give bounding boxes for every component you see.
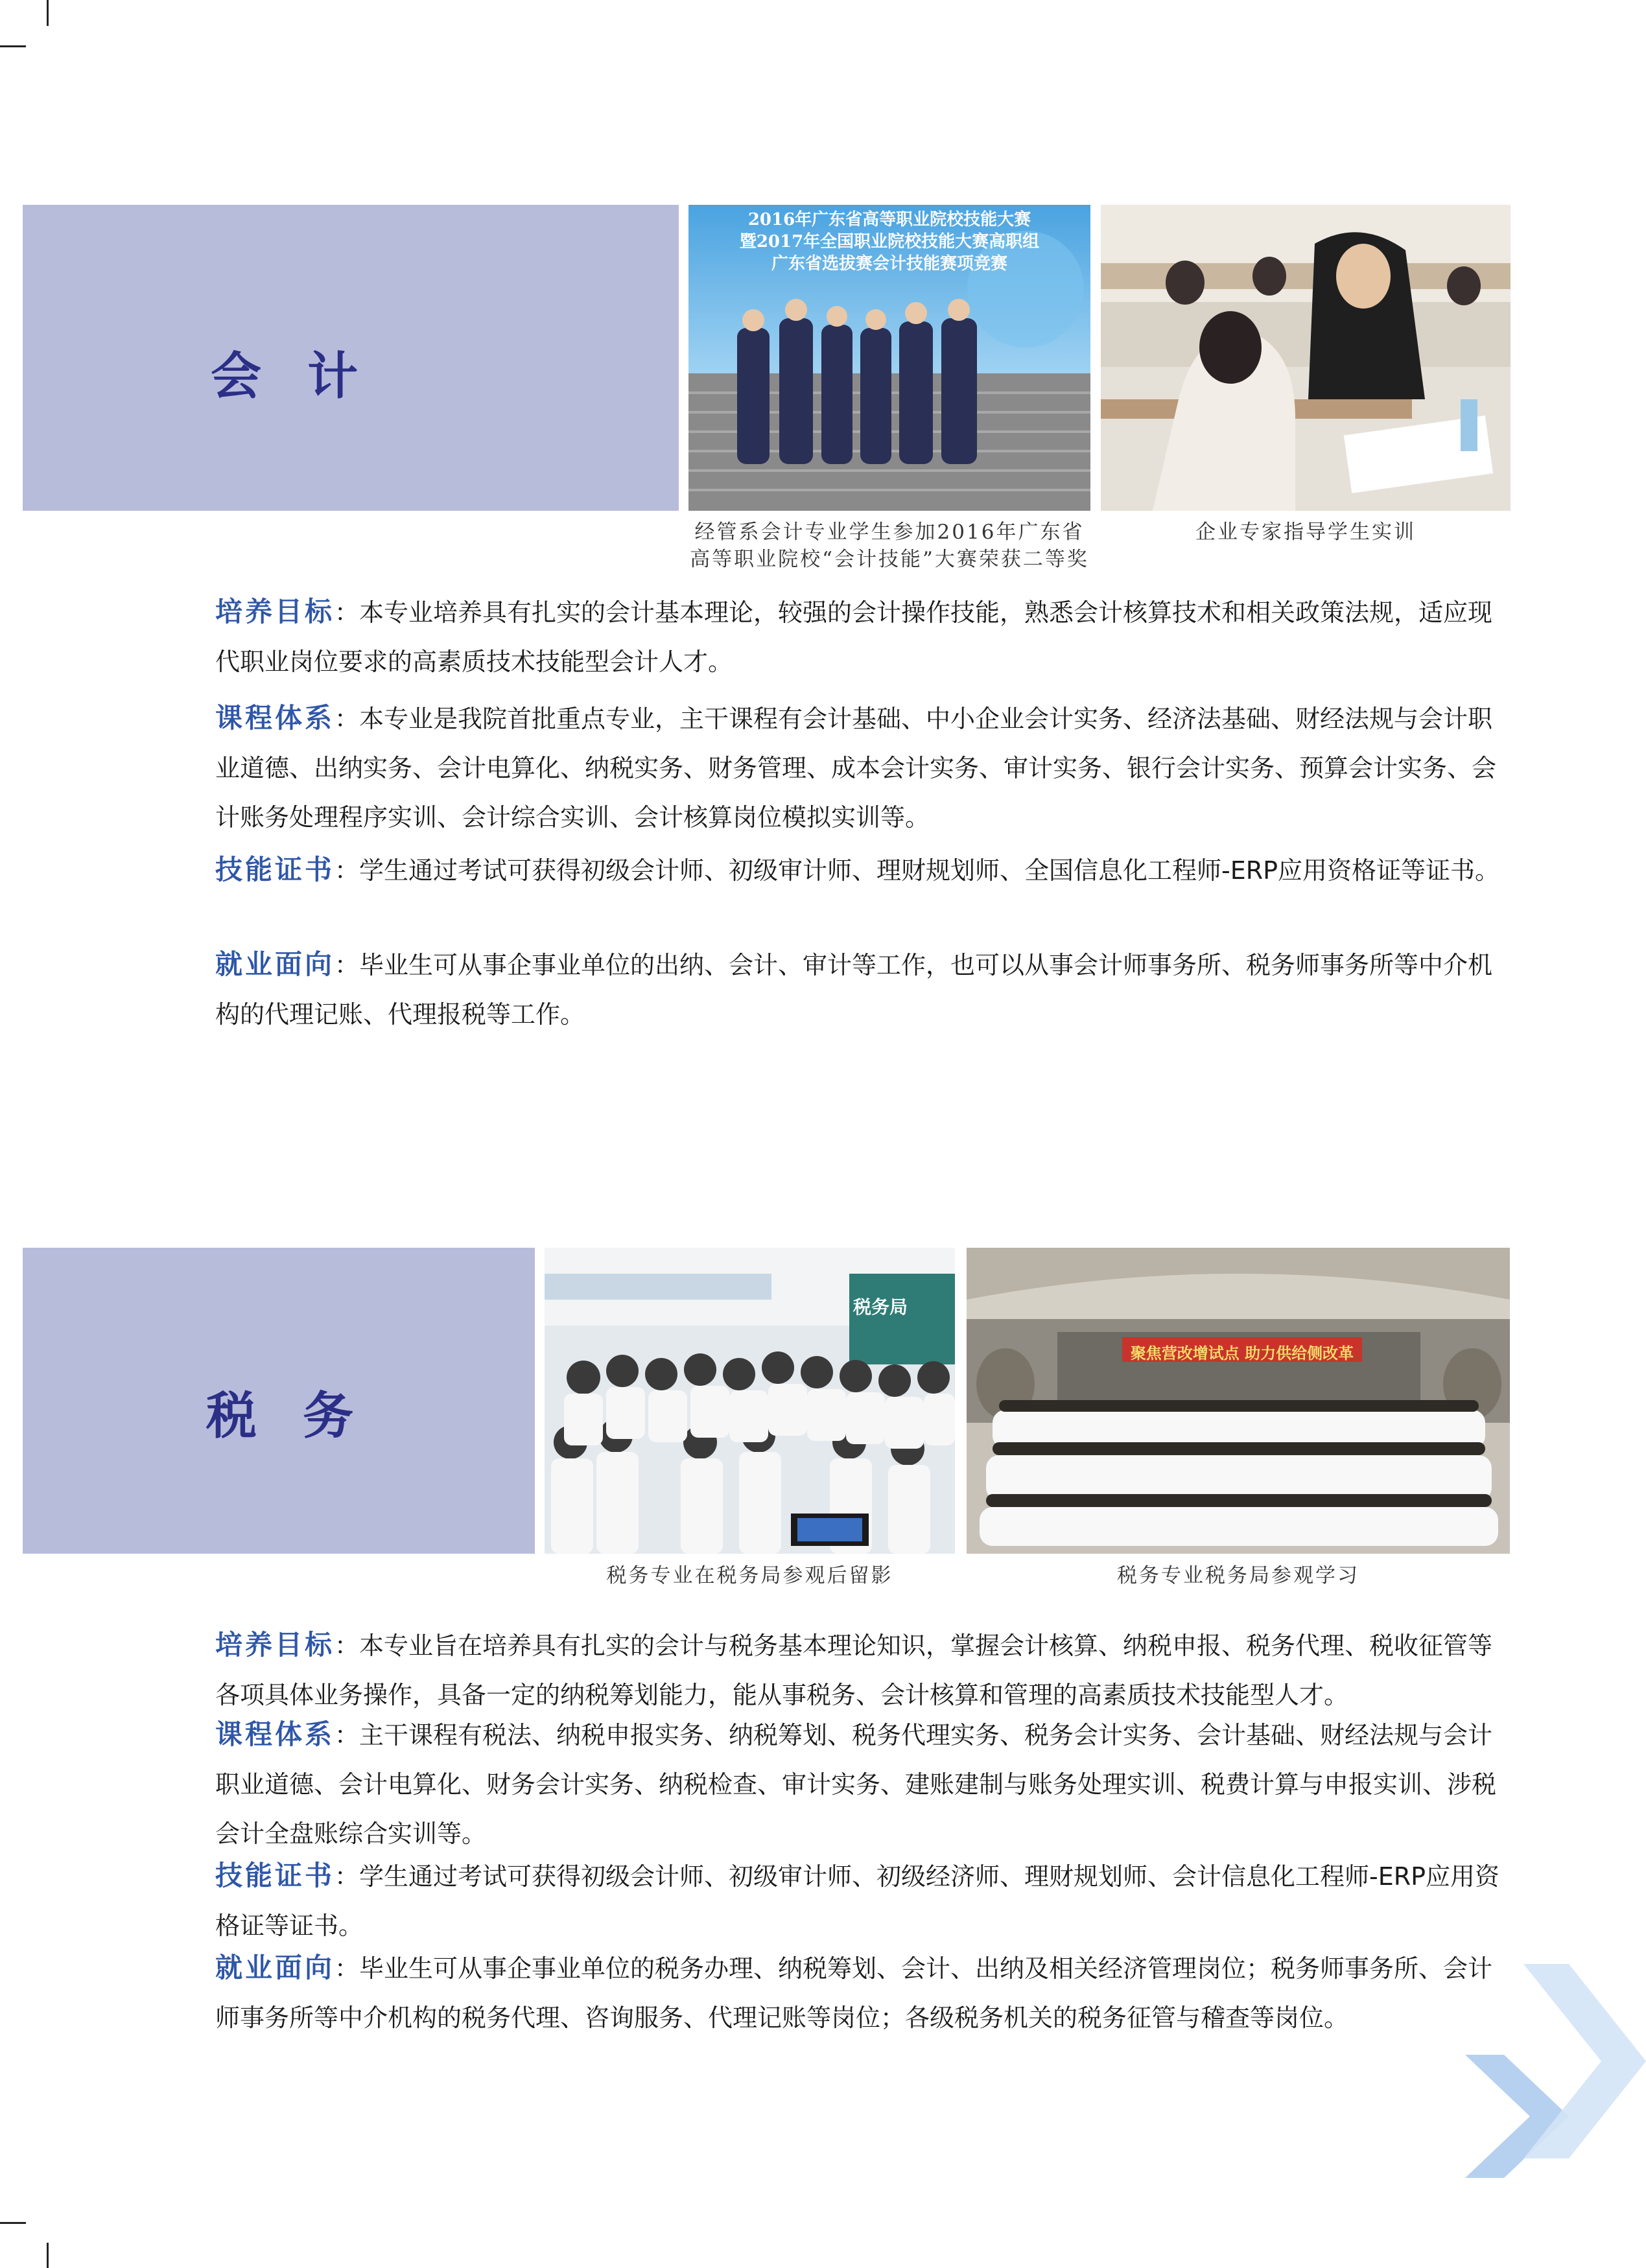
paragraph-certificates bbox=[215, 1851, 1505, 1950]
paragraph-label: 就业面向 bbox=[215, 948, 335, 980]
crop-mark-bottom-vertical bbox=[47, 2243, 49, 2268]
double-chevron-right-icon bbox=[1452, 1964, 1646, 2178]
paragraph-text: ：毕业生可从事企事业单位的税务办理、纳税筹划、会计、出纳及相关经济管理岗位；税务师事务所、会计师事务所等中介机构的税务代理、咨询服务、代理记账等岗位；各级税务机关的税务征管与稽查等岗位。 bbox=[215, 1954, 1493, 2032]
paragraph-employment bbox=[215, 940, 1505, 1039]
photo-sign-banner: 聚焦营改增试点 助力供给侧改革 bbox=[1130, 1344, 1354, 1362]
photo-banner-line: 暨2017年全国职业院校技能大赛高职组 bbox=[739, 232, 1040, 251]
crop-mark-top-vertical bbox=[47, 0, 49, 26]
caption-competition: 经管系会计专业学生参加2016年广东省高等职业院校“会计技能”大赛荣获二等奖 bbox=[690, 520, 1089, 571]
paragraph-training-goal bbox=[215, 587, 1505, 686]
paragraph-text: ：学生通过考试可获得初级会计师、初级审计师、初级经济师、理财规划师、会计信息化工程师-ERP应用资格证等证书。 bbox=[215, 1862, 1500, 1940]
crop-mark-bottom-horizontal bbox=[0, 2222, 26, 2224]
caption-classroom: 企业专家指导学生实训 bbox=[1195, 520, 1416, 544]
paragraph-text: ：本专业是我院首批重点专业，主干课程有会计基础、中小企业会计实务、经济法基础、财经法规与会计职业道德、出纳实务、会计电算化、纳税实务、财务管理、成本会计实务、审计实务、银行会计实务、预算会计实务、会计账务处理程序实训、会计综合实训、会计核算岗位模拟实训等。 bbox=[215, 705, 1497, 832]
photo-tax-bureau-visit bbox=[545, 1248, 955, 1554]
crop-mark-top-horizontal bbox=[0, 45, 26, 47]
section-title-taxation: 税 务 bbox=[206, 1387, 368, 1445]
paragraph-text: ：毕业生可从事企事业单位的出纳、会计、审计等工作，也可以从事会计师事务所、税务师事务所等中介机构的代理记账、代理报税等工作。 bbox=[215, 951, 1493, 1029]
paragraph-text: ：本专业旨在培养具有扎实的会计与税务基本理论知识，掌握会计核算、纳税申报、税务代理、税收征管等各项具体业务操作，具备一定的纳税筹划能力，能从事税务、会计核算和管理的高素质技术技能型人才。 bbox=[215, 1631, 1493, 1709]
paragraph-certificates bbox=[215, 845, 1505, 895]
photo-tax-bureau-group bbox=[967, 1248, 1510, 1554]
photo-sign-tax-bureau: 税务局 bbox=[853, 1296, 908, 1318]
paragraph-label: 课程体系 bbox=[215, 702, 335, 734]
paragraph-label: 培养目标 bbox=[215, 596, 335, 627]
photo-banner-line: 2016年广东省高等职业院校技能大赛 bbox=[747, 210, 1031, 229]
photo-banner-text bbox=[688, 209, 1090, 275]
photo-classroom-training bbox=[1101, 205, 1511, 511]
paragraph-label: 培养目标 bbox=[215, 1629, 335, 1661]
paragraph-label: 就业面向 bbox=[215, 1952, 335, 1983]
section-title-accounting: 会 计 bbox=[211, 347, 373, 406]
photo-banner-line: 广东省选拔赛会计技能赛项竞赛 bbox=[771, 254, 1007, 274]
paragraph-text: ：学生通过考试可获得初级会计师、初级审计师、理财规划师、全国信息化工程师-ERP应用资格证等证书。 bbox=[335, 856, 1500, 885]
paragraph-text: ：本专业培养具有扎实的会计基本理论，较强的会计操作技能，熟悉会计核算技术和相关政策法规，适应现代职业岗位要求的高素质技术技能型会计人才。 bbox=[215, 598, 1493, 676]
caption-tax-visit: 税务专业在税务局参观后留影 bbox=[606, 1564, 893, 1587]
paragraph-curriculum bbox=[215, 1710, 1505, 1858]
paragraph-label: 技能证书 bbox=[215, 1860, 335, 1891]
paragraph-employment bbox=[215, 1943, 1505, 2042]
paragraph-curriculum bbox=[215, 694, 1505, 842]
photo-competition-group bbox=[688, 205, 1090, 511]
paragraph-label: 技能证书 bbox=[215, 854, 335, 885]
paragraph-training-goal bbox=[215, 1620, 1505, 1720]
paragraph-label: 课程体系 bbox=[215, 1718, 335, 1750]
paragraph-text: ：主干课程有税法、纳税申报实务、纳税筹划、税务代理实务、税务会计实务、会计基础、财经法规与会计职业道德、会计电算化、财务会计实务、纳税检查、审计实务、建账建制与账务处理实训、税费计算与申报实训、涉税会计全盘账综合实训等。 bbox=[215, 1721, 1497, 1848]
caption-tax-study: 税务专业税务局参观学习 bbox=[1117, 1564, 1359, 1587]
